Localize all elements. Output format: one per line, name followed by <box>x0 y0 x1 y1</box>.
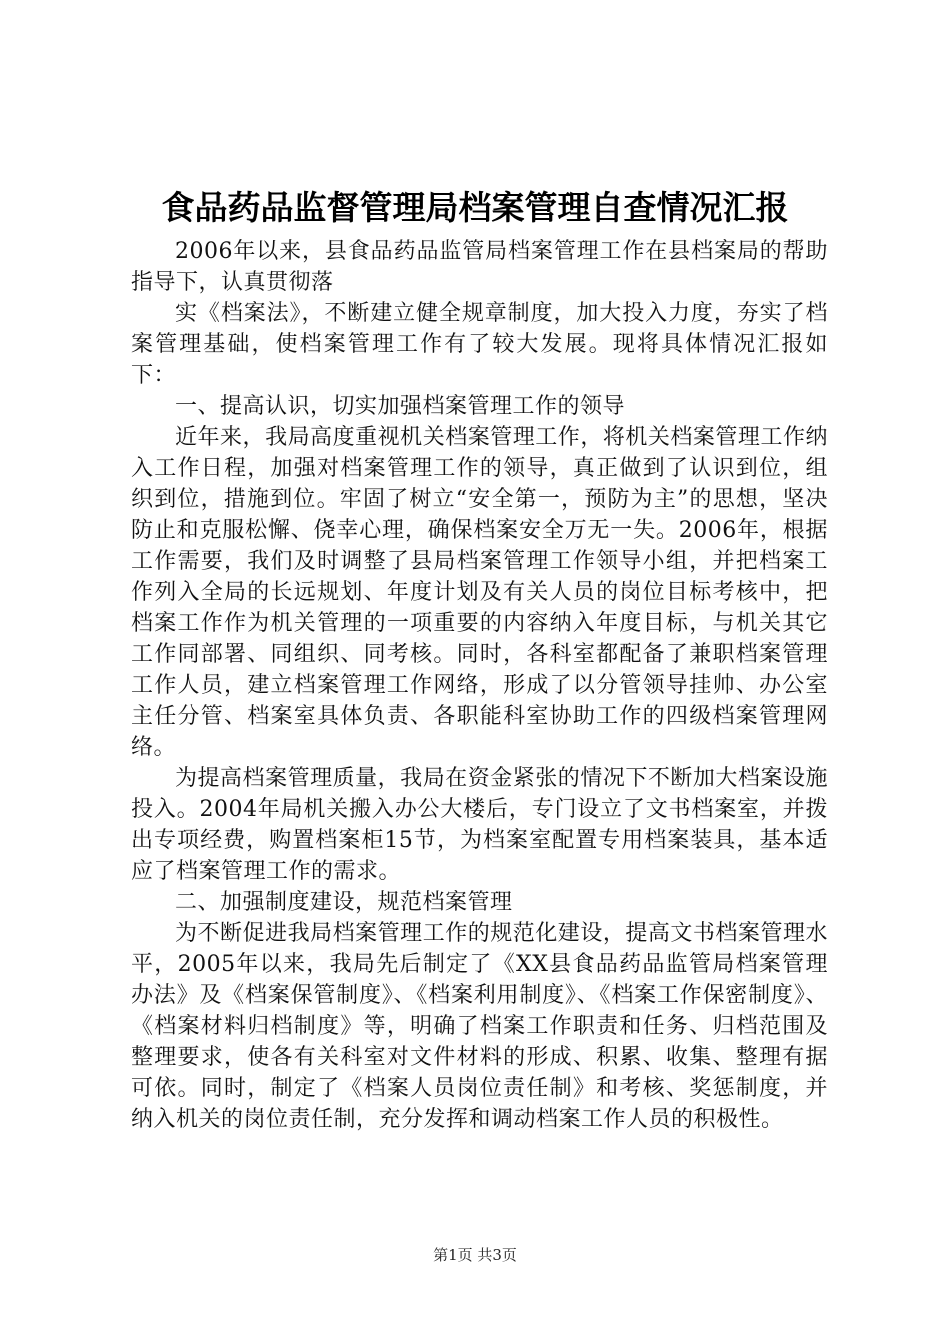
paragraph: 2006年以来，县食品药品监管局档案管理工作在县档案局的帮助指导下，认真贯彻落 <box>131 239 828 295</box>
paragraph: 为不断促进我局档案管理工作的规范化建设，提高文书档案管理水平，2005年以来，我局先后制定了《XX县食品药品监管局档案管理办法》及《档案保管制度》、《档案利用制度》、《档案工作保密制度》、《档案材料归档制度》等，明确了档案工作职责和任务、归档范围及整理要求，使各有关科室对文件材料的形成、积累、收集、整理有据可依。同时，制定了《档案人员岗位责任制》和考核、奖惩制度，并纳入机关的岗位责任制，充分发挥和调动档案工作人员的积极性。 <box>131 921 828 1132</box>
document-body <box>131 236 828 1135</box>
page-title: 食品药品监督管理局档案管理自查情况汇报 <box>161 188 789 227</box>
paragraph: 实《档案法》，不断建立健全规章制度，加大投入力度，夯实了档案管理基础，使档案管理工作有了较大发展。现将具体情况汇报如下： <box>131 301 828 388</box>
paragraph: 近年来，我局高度重视机关档案管理工作，将机关档案管理工作纳入工作日程，加强对档案管理工作的领导，真正做到了认识到位，组织到位，措施到位。牢固了树立“安全第一，预防为主”的思想，坚决防止和克服松懈、侥幸心理，确保档案安全万无一失。2006年，根据工作需要，我们及时调整了县局档案管理工作领导小组，并把档案工作列入全局的长远规划、年度计划及有关人员的岗位目标考核中，把档案工作作为机关管理的一项重要的内容纳入年度目标，与机关其它工作同部署、同组织、同考核。同时，各科室都配备了兼职档案管理工作人员，建立档案管理工作网络，形成了以分管领导挂帅、办公室主任分管、档案室具体负责、各职能科室协助工作的四级档案管理网络。 <box>131 425 828 760</box>
section-heading: 一、提高认识，切实加强档案管理工作的领导 <box>175 394 626 419</box>
section-heading: 二、加强制度建设，规范档案管理 <box>175 890 513 915</box>
paragraph: 为提高档案管理质量，我局在资金紧张的情况下不断加大档案设施投入。2004年局机关搬入办公大楼后，专门设立了文书档案室，并拨出专项经费，购置档案柜15节，为档案室配置专用档案装具，基本适应了档案管理工作的需求。 <box>131 766 828 884</box>
page-footer: 第1页 共3页 <box>433 1246 517 1264</box>
